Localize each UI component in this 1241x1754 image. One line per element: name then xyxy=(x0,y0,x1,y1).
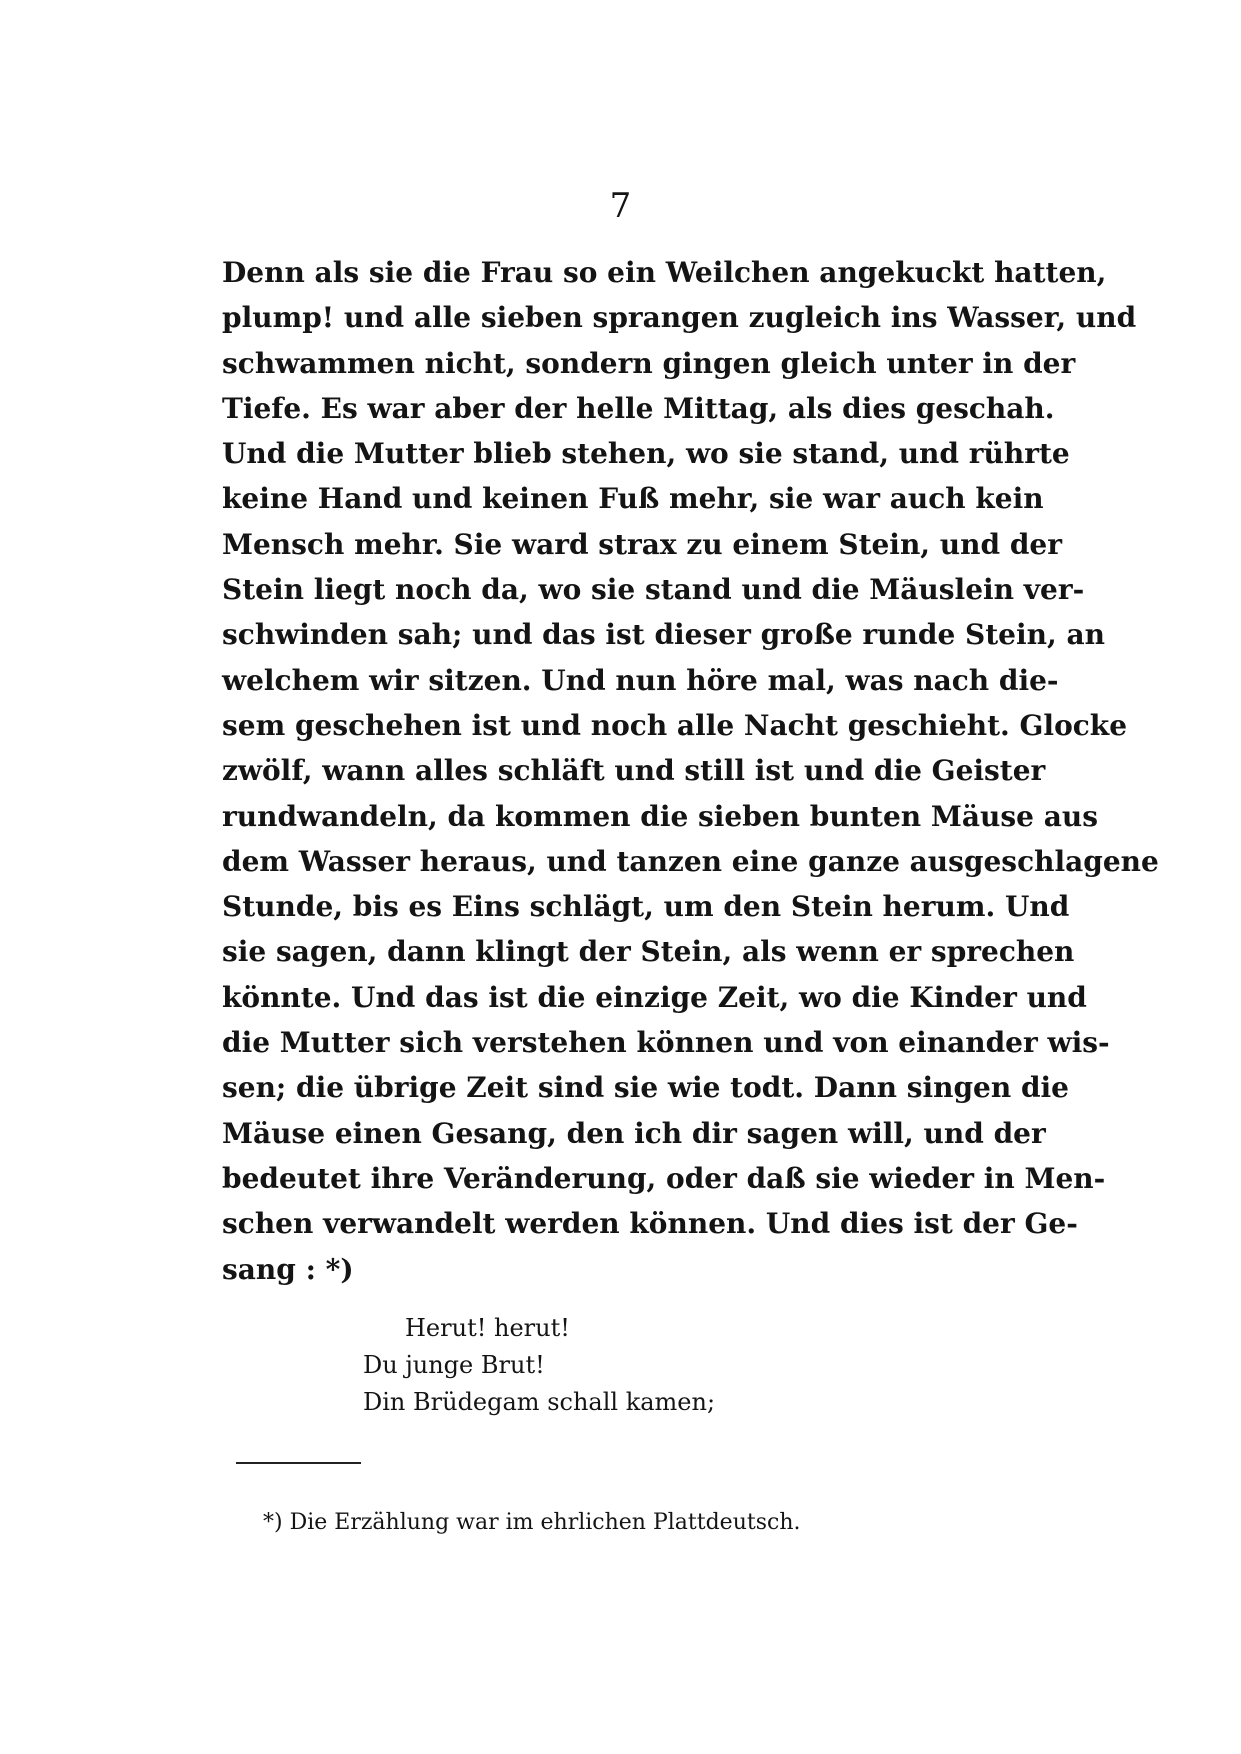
text-line: Denn als sie die Frau so ein Weilchen angekuckt hatten, xyxy=(222,256,1107,289)
text-line: welchem wir sitzen. Und nun höre mal, was nach die- xyxy=(222,663,1059,697)
poem-line: Du junge Brut! xyxy=(363,1351,545,1379)
text-line: könnte. Und das ist die einzige Zeit, wo die Kinder und xyxy=(222,980,1087,1014)
text-line: Mensch mehr. Sie ward strax zu einem Stein, und der xyxy=(222,527,1062,561)
text-line: bedeutet ihre Veränderung, oder daß sie wieder in Men- xyxy=(222,1161,1106,1195)
text-line: Mäuse einen Gesang, den ich dir sagen will, und der xyxy=(222,1116,1046,1150)
text-line: sen; die übrige Zeit sind sie wie todt. Dann singen die xyxy=(222,1071,1069,1105)
text-line: plump! und alle sieben sprangen zugleich ins Wasser, und xyxy=(222,301,1137,335)
text-line: dem Wasser heraus, und tanzen eine ganze ausgeschlagene xyxy=(222,844,1159,878)
body-text xyxy=(222,250,1159,1292)
text-line: sem geschehen ist und noch alle Nacht geschieht. Glocke xyxy=(222,708,1128,742)
text-line: schen verwandelt werden können. Und dies ist der Ge- xyxy=(222,1207,1078,1241)
text-line: Tiefe. Es war aber der helle Mittag, als dies geschah. xyxy=(222,391,1055,425)
poem-block xyxy=(363,1310,716,1421)
text-line: die Mutter sich verstehen können und von einander wis- xyxy=(222,1026,1110,1060)
poem-line: Din Brüdegam schall kamen; xyxy=(363,1388,716,1416)
text-line: sang : *) xyxy=(222,1252,354,1286)
text-line: Stein liegt noch da, wo sie stand und die Mäuslein ver- xyxy=(222,573,1085,607)
text-line: zwölf, wann alles schläft und still ist und die Geister xyxy=(222,754,1046,788)
text-line: Stunde, bis es Eins schlägt, um den Stein herum. Und xyxy=(222,890,1070,924)
poem-line: Herut! herut! xyxy=(405,1314,570,1342)
text-line: Und die Mutter blieb stehen, wo sie stand, und rührte xyxy=(222,437,1070,471)
text-line: schwammen nicht, sondern gingen gleich unter in der xyxy=(222,346,1076,380)
footnote: *) Die Erzählung war im ehrlichen Plattdeutsch. xyxy=(263,1510,801,1535)
page-number: 7 xyxy=(609,186,632,226)
text-line: keine Hand und keinen Fuß mehr, sie war auch kein xyxy=(222,482,1044,516)
text-line: sie sagen, dann klingt der Stein, als wenn er sprechen xyxy=(222,935,1075,969)
text-line: schwinden sah; und das ist dieser große runde Stein, an xyxy=(222,618,1105,652)
text-line: rundwandeln, da kommen die sieben bunten Mäuse aus xyxy=(222,799,1098,833)
footnote-divider xyxy=(236,1462,361,1464)
